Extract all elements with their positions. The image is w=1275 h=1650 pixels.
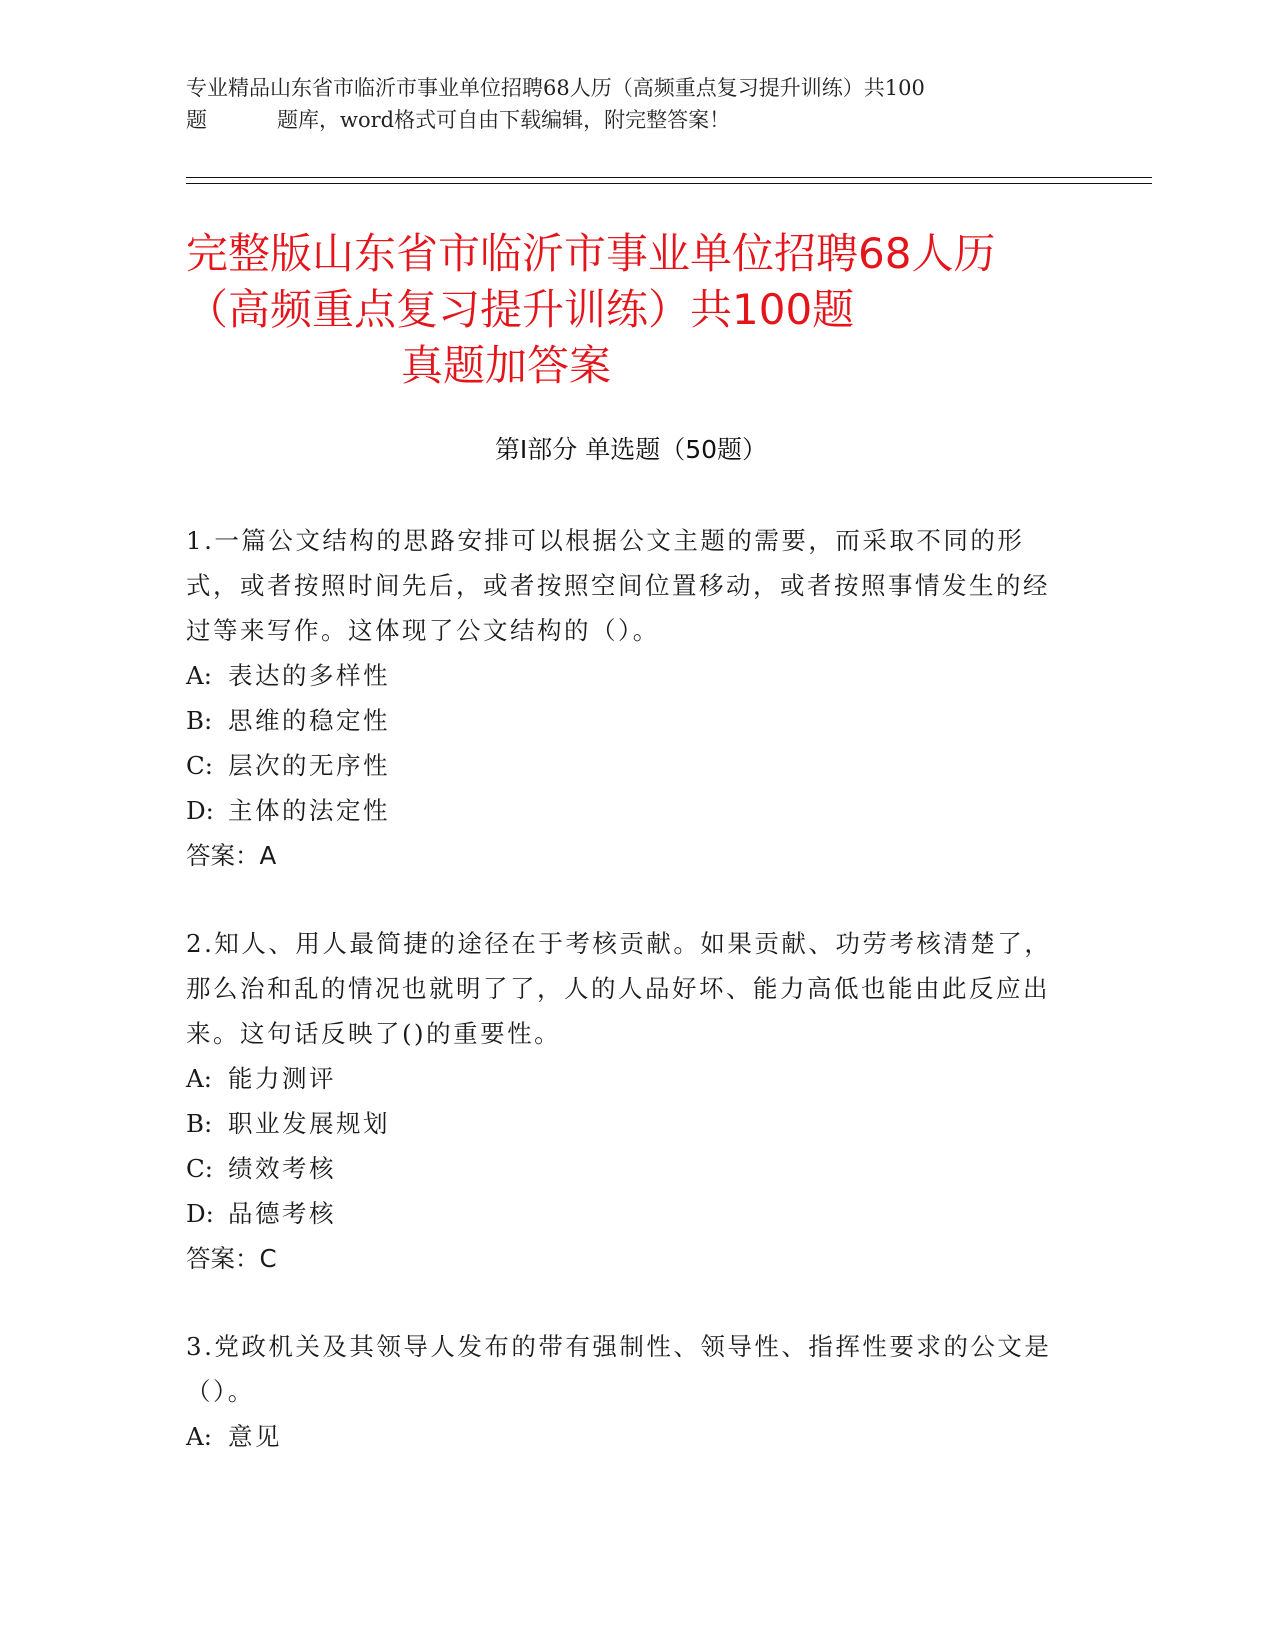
question-3 (186, 1324, 1066, 1459)
option-text: 层次的无序性 (228, 751, 390, 780)
document-title (186, 226, 1086, 394)
option-a (186, 1056, 1066, 1101)
option-text: 职业发展规划 (228, 1109, 390, 1138)
question-stem: 2.知人、用人最简捷的途径在于考核贡献。如果贡献、功劳考核清楚了，那么治和乱的情况也就明了了，人的人品好坏、能力高低也能由此反应出来。这句话反映了()的重要性。 (186, 929, 1052, 1048)
option-a (186, 653, 1066, 698)
title-line1: 完整版山东省市临沂市事业单位招聘68人历 (186, 229, 996, 278)
option-text: 能力测评 (228, 1064, 336, 1093)
question-1 (186, 518, 1066, 878)
question-stem: 1.一篇公文结构的思路安排可以根据公文主题的需要，而采取不同的形式，或者按照时间先后，或者按照空间位置移动，或者按照事情发生的经过等来写作。这体现了公文结构的（）。 (186, 526, 1050, 645)
option-key: A: (186, 661, 212, 690)
header-rule-top (186, 177, 1152, 178)
header-note (186, 72, 1086, 136)
header-note-line2-start: 题 (186, 108, 207, 132)
option-text: 品德考核 (228, 1199, 336, 1228)
question-2 (186, 921, 1066, 1281)
section-heading: 第Ⅰ部分 单选题（50题） (494, 435, 768, 464)
title-line3: 真题加答案 (400, 341, 611, 390)
header-note-line2-end: 题库，word格式可自由下载编辑，附完整答案！ (277, 108, 731, 132)
header-note-line2 (186, 104, 1086, 136)
option-text: 意见 (228, 1422, 282, 1451)
option-text: 绩效考核 (228, 1154, 336, 1183)
option-c (186, 743, 1066, 788)
answer: 答案：A (186, 841, 277, 870)
title-line2: （高频重点复习提升训练）共100题 (186, 285, 855, 334)
option-key: C: (186, 751, 214, 780)
option-d (186, 1191, 1066, 1236)
header-rule-bottom (186, 183, 1152, 184)
option-key: D: (186, 1199, 214, 1228)
header-note-line1: 专业精品山东省市临沂市事业单位招聘68人历（高频重点复习提升训练）共100 (186, 76, 925, 100)
option-key: A: (186, 1422, 212, 1451)
answer: 答案：C (186, 1244, 277, 1273)
option-c (186, 1146, 1066, 1191)
option-d (186, 788, 1066, 833)
option-a (186, 1414, 1066, 1459)
question-stem: 3.党政机关及其领导人发布的带有强制性、领导性、指挥性要求的公文是（）。 (186, 1332, 1052, 1406)
option-text: 思维的稳定性 (228, 706, 390, 735)
option-text: 表达的多样性 (228, 661, 390, 690)
option-key: A: (186, 1064, 212, 1093)
option-b (186, 1101, 1066, 1146)
option-b (186, 698, 1066, 743)
option-key: D: (186, 796, 214, 825)
option-key: B: (186, 1109, 213, 1138)
option-key: B: (186, 706, 213, 735)
option-key: C: (186, 1154, 214, 1183)
option-text: 主体的法定性 (228, 796, 390, 825)
